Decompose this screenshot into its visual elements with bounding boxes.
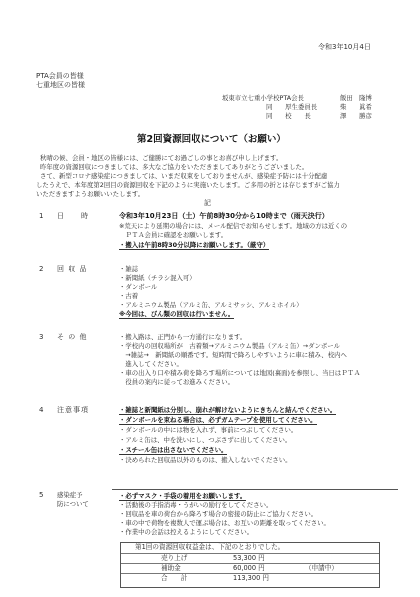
intro-line-2: 昨年度の資源回収につきましては、多大なご協力をいただきましてありがとうございました。: [40, 163, 309, 171]
document-date: 令和3年10月4日: [318, 43, 371, 51]
summary-label-total: 合 計: [161, 574, 188, 582]
section-2-label: 回 収 品: [57, 265, 88, 273]
postpone-note-2: ＰＴＡ会員に確認をお願いします。: [119, 231, 228, 239]
infection-line-5: ・作業中の会話は控えるようにしてください。: [119, 528, 254, 536]
caution-line-1: ・雑誌と新聞紙は分別し、崩れが解けないようにきちんと結んでください。: [119, 406, 337, 414]
event-datetime: 令和3年10月23日（土）午前8時30分から10時まで（雨天決行）: [119, 212, 329, 220]
other-line-6: 役員の案内に従ってお進みください。: [119, 378, 235, 386]
section-2-number: 2: [39, 265, 44, 273]
summary-amount-subsidy: 60,000 円: [233, 564, 265, 572]
item-magazines: ・雑誌: [119, 265, 139, 273]
infection-line-4: ・車の中で荷物を複数人で運ぶ場合は、お互いの距離を取ってください。: [119, 519, 330, 527]
section-4-label: 注意事項: [57, 406, 89, 414]
summary-label-subsidy: 補助金: [161, 564, 181, 572]
page-title: 第2回資源回収について（お願い）: [137, 134, 286, 145]
ki-heading: 記: [204, 199, 211, 207]
recipient-pta: PTA会員の皆様: [36, 72, 84, 80]
caution-line-4: ・アルミ缶は、中を洗いにし、つぶさずに出してください。: [119, 436, 292, 444]
sender-name-1: 飯田 隆博: [340, 94, 372, 102]
section-3-label: そ の 他: [57, 333, 88, 341]
arrival-time-warning: ・搬入は午前8時30分以降にお願いします。（厳守）: [119, 241, 270, 249]
intro-line-5: いただきますようお願いいたします。: [36, 190, 145, 198]
summary-row-sales: [121, 553, 379, 563]
recipient-district: 七重地区の皆様: [36, 81, 85, 89]
section-5-top-rule: [112, 489, 398, 490]
item-cardboard: ・ダンボール: [119, 283, 158, 291]
caution-line-2: ・ダンボールを束ねる場合は、必ずガムテープを使用してください。: [119, 416, 317, 424]
item-clothes: ・古着: [119, 292, 139, 300]
other-line-5: ・車の出入り口や積み荷を降ろす場所については地図(裏面)を参照し、当日はＰＴＡ: [119, 369, 361, 377]
other-line-4: 進入してください。: [119, 360, 183, 368]
summary-row-total: [121, 573, 379, 583]
other-line-3: →雑誌→ 新聞紙の順番です。短時間で降ろしやすいように車に積み、校内へ: [119, 351, 347, 359]
revenue-summary-table: [120, 542, 380, 588]
section-1-number: 1: [39, 212, 44, 220]
summary-label-sales: 売り上げ: [161, 554, 188, 562]
no-bottles-note: ※今回は、びん類の回収は行いません。: [119, 310, 235, 318]
section-3-number: 3: [39, 333, 44, 341]
postpone-note-1: ※荒天により延期の場合には、メール配信でお知らせします。地域の方は近くの: [119, 222, 348, 230]
infection-line-2: ・活動後の手指消毒・うがいの励行をしてください。: [119, 501, 273, 509]
sender-org-1: 坂東市立七重小学校PTA会長: [222, 94, 304, 102]
sender-name-3: 澤 勝彦: [340, 112, 372, 120]
section-5-number: 5: [39, 491, 44, 499]
summary-amount-sales: 53,300 円: [233, 554, 265, 562]
sender-org-3: 同 校 長: [266, 112, 311, 120]
section-4-number: 4: [39, 406, 44, 414]
summary-amount-total: 113,300 円: [233, 574, 269, 582]
summary-row-subsidy: [121, 563, 379, 573]
summary-caption-row: [121, 543, 379, 552]
caution-line-6: ・決められた回収品以外のものは、搬入しないでください。: [119, 456, 292, 464]
other-line-2: ・学校内の回収場所が 古着類→アルミニウム製品（アルミ缶）→ダンボール: [119, 342, 340, 350]
item-aluminum: ・アルミニウム製品（アルミ缶、アルミサッシ、アルミホイル）: [119, 301, 303, 309]
intro-line-3: さて、新型コロナ感染症につきましては、いまだ収束をしておりませんが、感染症予防には十分配慮: [40, 172, 328, 180]
sender-org-2: 同 厚生委員長: [266, 103, 318, 111]
intro-line-1: 秋晴の候、会員・地区の皆様には、ご健勝にてお過ごしの事とお喜び申し上げます。: [40, 154, 283, 162]
summary-note-subsidy: （申請中）: [305, 564, 338, 572]
infection-line-3: ・回収品を車の荷台から降ろす場合の密接の防止にご協力ください。: [119, 510, 318, 518]
summary-caption: 第1回の資源回収収益金は、下記のとおりでした。: [135, 543, 285, 551]
section-5-label-2: 防について: [57, 500, 89, 508]
infection-line-1: ・必ずマスク・手袋の着用をお願いします。: [119, 492, 247, 500]
other-line-1: ・搬入路は、正門から一方通行になります。: [119, 333, 247, 341]
section-1-label: 日 時: [57, 212, 89, 220]
intro-line-4: したうえで、本年度第2回目の資源回収を下記のように実施いたします。ご多用の折とは存じますがご協力: [36, 181, 340, 189]
caution-line-3: ・ダンボールの中には物を入れず、事前につぶしてください。: [119, 426, 298, 434]
caution-line-5: ・スチール缶は出さないでください。: [119, 446, 228, 454]
sender-name-2: 柴 眞希: [340, 103, 372, 111]
item-newspapers: ・新聞紙（チラシ混入可）: [119, 274, 196, 282]
section-5-label-1: 感染症予: [57, 491, 83, 499]
